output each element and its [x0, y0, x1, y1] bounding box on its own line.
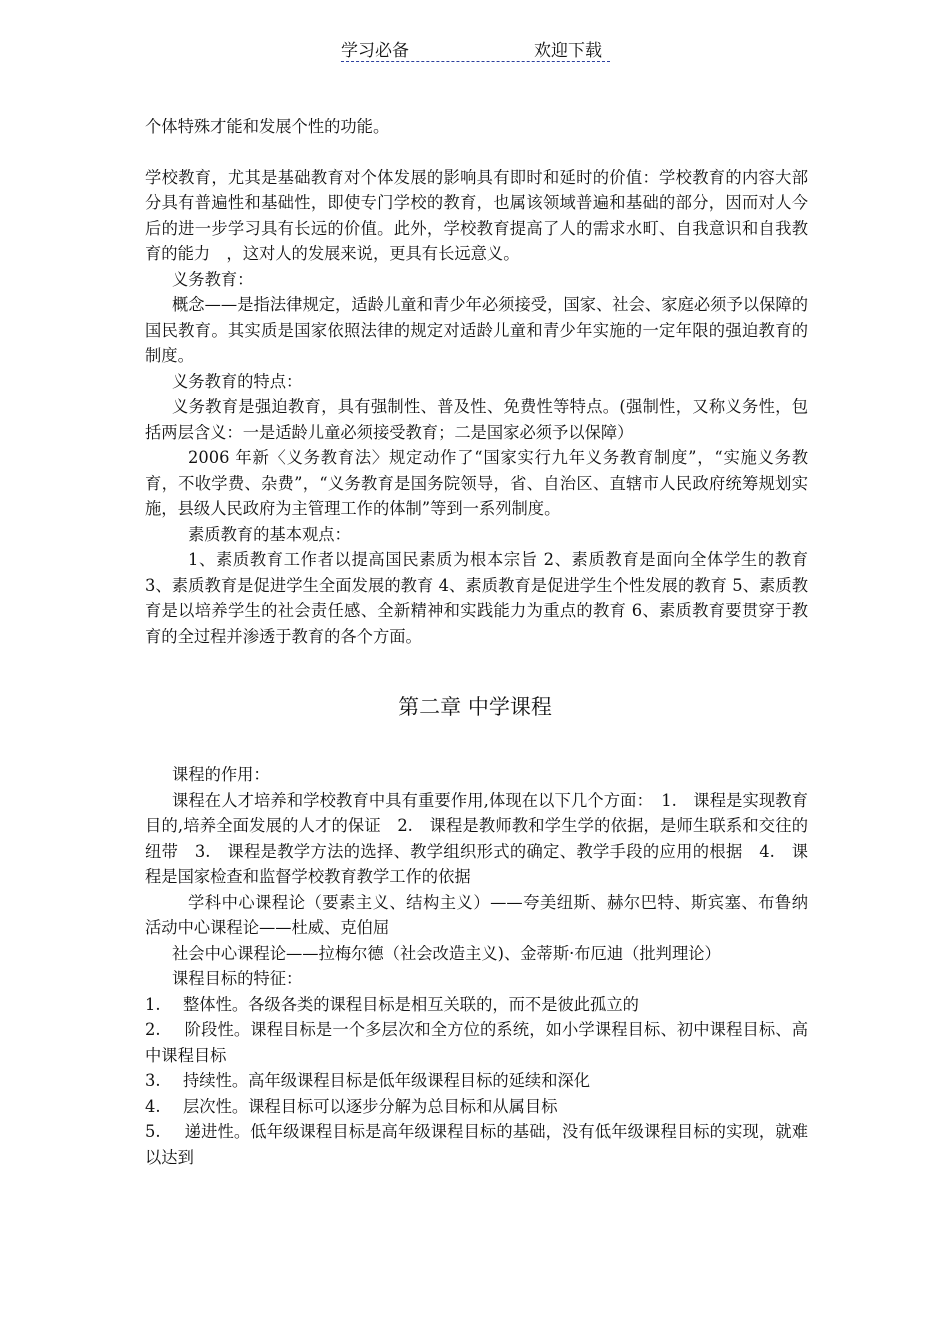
paragraph-compulsory-law: 2006 年新〈义务教育法〉规定动作了“国家实行九年义务教育制度”，“实施义务教育，不收学费、杂费”，“义务教育是国务院领导，省、自治区、直辖市人民政府统筹规划实施，县级人民政府为主管理工作的体制”等到一系列制度。 [145, 448, 808, 518]
list-item [145, 1068, 808, 1094]
paragraph-quality-education: 1、素质教育工作者以提高国民素质为根本宗旨 2、素质教育是面向全体学生的教育 3、素质教育是促进学生全面发展的教育 4、素质教育是促进学生个性发展的教育 5、素质教育是以培养学生的社会责任感、全新精神和实践能力为重点的教育 6、素质教育要贯穿于教育的全过程并渗透于教育的各个方面。 [145, 550, 808, 646]
list-item [145, 1017, 808, 1068]
list-item-number: 5. [145, 1122, 161, 1141]
header-underline [341, 61, 610, 62]
heading-compulsory-features: 义务教育的特点： [172, 371, 303, 391]
heading-quality-education: 素质教育的基本观点： [188, 524, 351, 544]
list-item-text: 层次性。课程目标可以逐步分解为总目标和从属目标 [183, 1096, 558, 1116]
paragraph-curriculum-theory-2: 社会中心课程论——拉梅尔德（社会改造主义)、金蒂斯·布厄迪（批判理论） [172, 943, 721, 963]
list-item-number: 3. [145, 1071, 161, 1090]
list-item-number: 4. [145, 1096, 161, 1116]
list-item-text: 阶段性。课程目标是一个多层次和全方位的系统，如小学课程目标、初中课程目标、高中课程目标 [145, 1020, 808, 1065]
section-education-overview [145, 114, 808, 649]
list-item [145, 1119, 808, 1170]
heading-curriculum-role: 课程的作用： [172, 765, 270, 784]
list-item-text: 持续性。高年级课程目标是低年级课程目标的延续和深化 [183, 1071, 591, 1090]
paragraph-compulsory-features: 义务教育是强迫教育，具有强制性、普及性、免费性等特点。(强制性，又称义务性，包括两层含义：一是适龄儿童必须接受教育；二是国家必须予以保障） [145, 397, 808, 442]
list-item-text: 递进性。低年级课程目标是高年级课程目标的基础，没有低年级课程目标的实现，就难以达到 [145, 1122, 808, 1167]
list-item-text: 整体性。各级各类的课程目标是相互关联的，而不是彼此孤立的 [183, 994, 639, 1014]
list-item [145, 992, 808, 1018]
section-curriculum [145, 762, 825, 1170]
paragraph-continuation: 个体特殊才能和发展个性的功能。 [145, 117, 390, 136]
header-left-text: 学习必备 [341, 41, 409, 61]
heading-compulsory-education: 义务教育： [172, 269, 254, 289]
header-right-text: 欢迎下载 [534, 41, 602, 61]
page-header [0, 38, 950, 68]
paragraph-compulsory-concept: 概念——是指法律规定，适龄儿童和青少年必须接受，国家、社会、家庭必须予以保障的国民教育。其实质是国家依照法律的规定对适龄儿童和青少年实施的一定年限的强迫教育的制度。 [145, 295, 808, 365]
paragraph-school-education: 学校教育，尤其是基础教育对个体发展的影响具有即时和延时的价值：学校教育的内容大部分具有普遍性和基础性，即使专门学校的教育，也属该领域普遍和基础的部分，因而对人今后的进一步学习具有长远的价值。此外，学校教育提高了人的需求水町、自我意识和自我教育的能力 ，这对人的发展来说，更具有长远意义。 [145, 167, 808, 263]
paragraph-curriculum-role: 课程在人才培养和学校教育中具有重要作用,体现在以下几个方面： 1. 课程是实现教育目的,培养全面发展的人才的保证 2. 课程是教师教和学生学的依据，是师生联系和交往的纽带 3. 课程是教学方法的选择、教学组织形式的确定、教学手段的应用的根据 4. 课程是国家检查和监督学校教育教学工作的依据 [145, 790, 808, 886]
list-item-number: 1. [145, 994, 161, 1014]
heading-curriculum-goals: 课程目标的特征： [172, 969, 303, 988]
list-item-number: 2. [145, 1020, 161, 1039]
chapter-title: 第二章 中学课程 [398, 695, 552, 719]
list-item [145, 1094, 808, 1120]
paragraph-curriculum-theory-1: 学科中心课程论（要素主义、结构主义）——夸美纽斯、赫尔巴特、斯宾塞、布鲁纳 活动中心课程论——杜威、克伯屈 [145, 892, 825, 937]
paragraph-gap [145, 140, 808, 165]
